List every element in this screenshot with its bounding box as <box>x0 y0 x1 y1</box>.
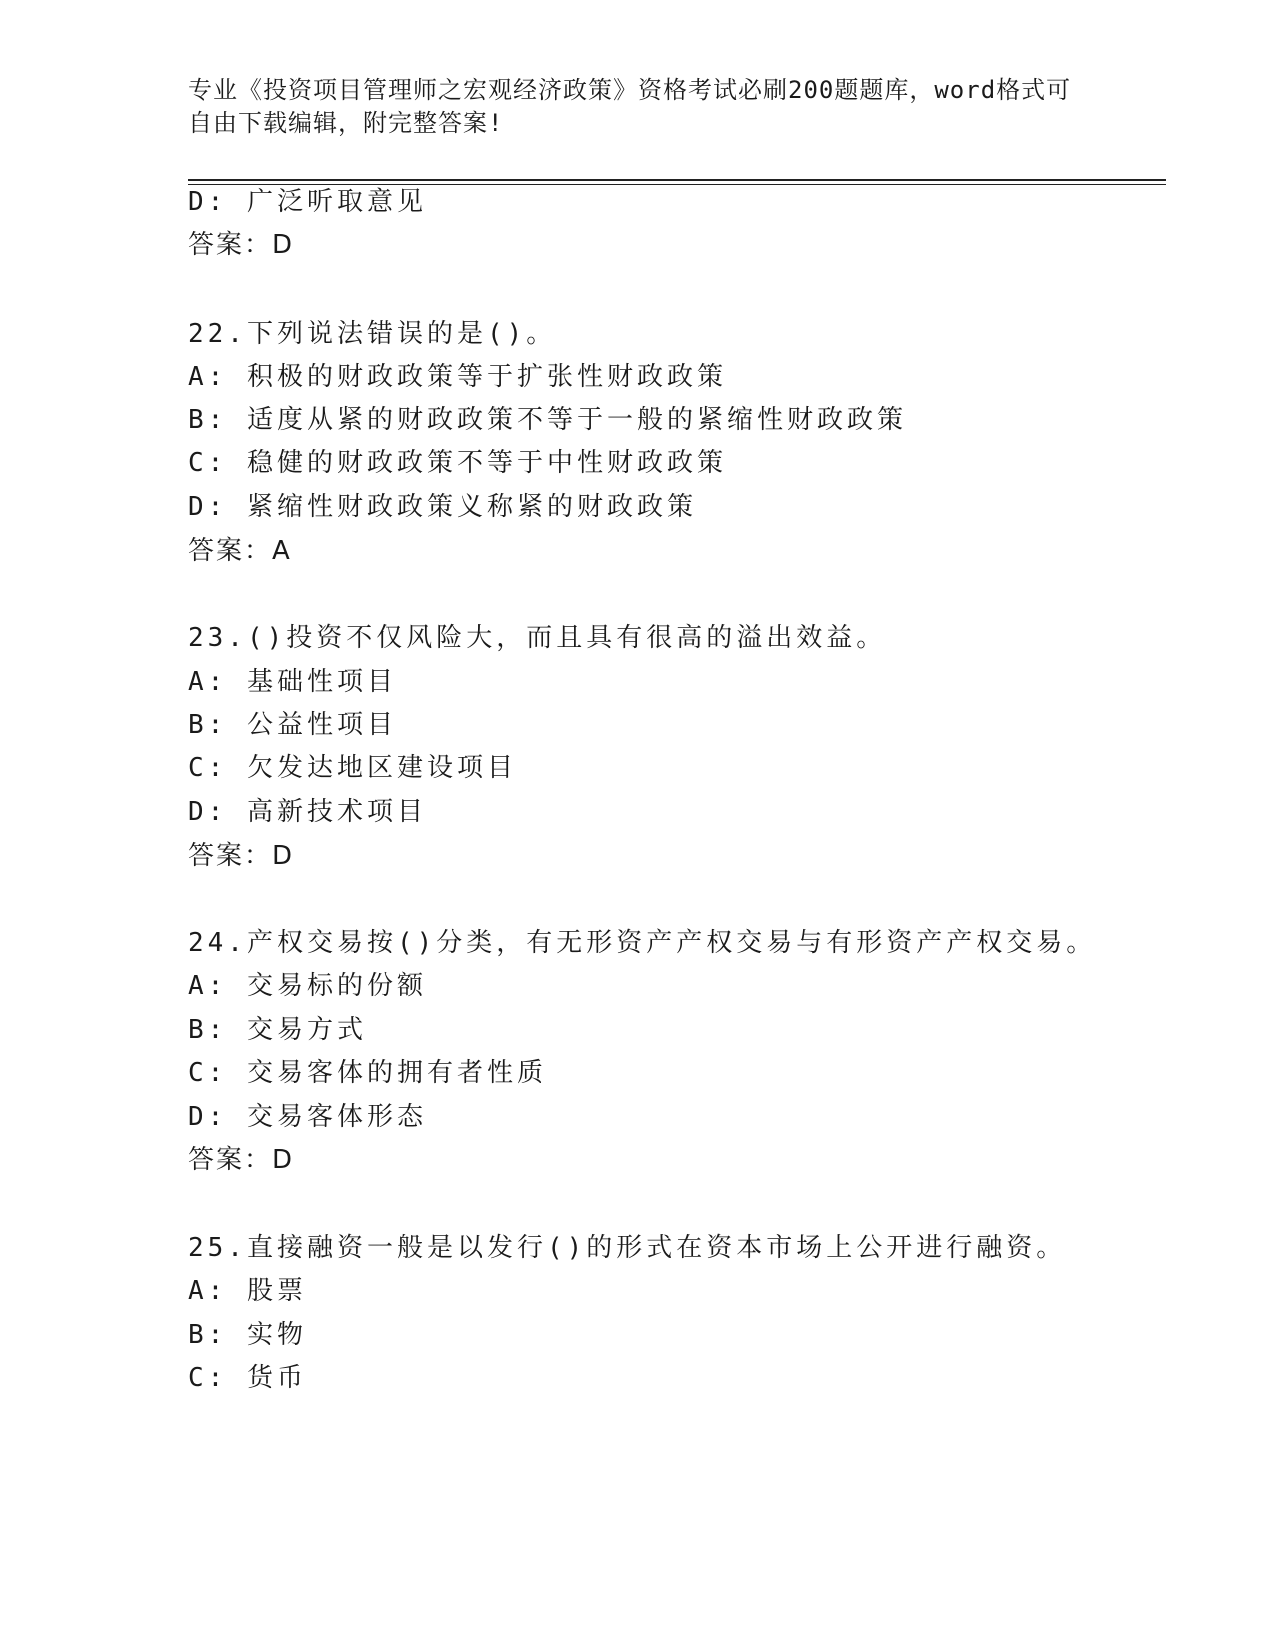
answer-line: 答案：D <box>188 230 295 260</box>
header-divider-thick <box>188 179 1166 181</box>
option-a: A: 交易标的份额 <box>188 971 427 1001</box>
option-c: C: 稳健的财政政策不等于中性财政政策 <box>188 448 727 478</box>
answer-line: 答案：A <box>188 536 292 566</box>
header-title-line-1: 专业《投资项目管理师之宏观经济政策》资格考试必刷200题题库，word格式可 <box>188 76 1072 104</box>
option-b: B: 适度从紧的财政政策不等于一般的紧缩性财政政策 <box>188 405 907 435</box>
document-header <box>188 74 1088 140</box>
option-d: D: 广泛听取意见 <box>188 187 427 217</box>
answer-line: 答案：D <box>188 841 295 871</box>
option-d: D: 交易客体形态 <box>188 1102 427 1132</box>
header-divider-thin <box>188 184 1166 185</box>
answer-line: 答案：D <box>188 1145 295 1175</box>
question-stem: 25.直接融资一般是以发行()的形式在资本市场上公开进行融资。 <box>188 1233 1067 1263</box>
header-title-line-2: 自由下载编辑，附完整答案! <box>188 109 504 137</box>
question-stem: 22.下列说法错误的是()。 <box>188 319 557 349</box>
option-a: A: 股票 <box>188 1276 307 1306</box>
option-d: D: 高新技术项目 <box>188 797 427 827</box>
option-c: C: 货币 <box>188 1363 307 1393</box>
option-b: B: 交易方式 <box>188 1015 367 1045</box>
option-c: C: 欠发达地区建设项目 <box>188 753 517 783</box>
option-b: B: 实物 <box>188 1320 307 1350</box>
option-d: D: 紧缩性财政政策义称紧的财政政策 <box>188 492 697 522</box>
option-c: C: 交易客体的拥有者性质 <box>188 1058 547 1088</box>
option-a: A: 积极的财政政策等于扩张性财政政策 <box>188 362 727 392</box>
option-a: A: 基础性项目 <box>188 667 397 697</box>
option-b: B: 公益性项目 <box>188 710 397 740</box>
question-stem: 24.产权交易按()分类，有无形资产产权交易与有形资产产权交易。 <box>188 928 1097 958</box>
question-stem: 23.()投资不仅风险大，而且具有很高的溢出效益。 <box>188 623 887 653</box>
